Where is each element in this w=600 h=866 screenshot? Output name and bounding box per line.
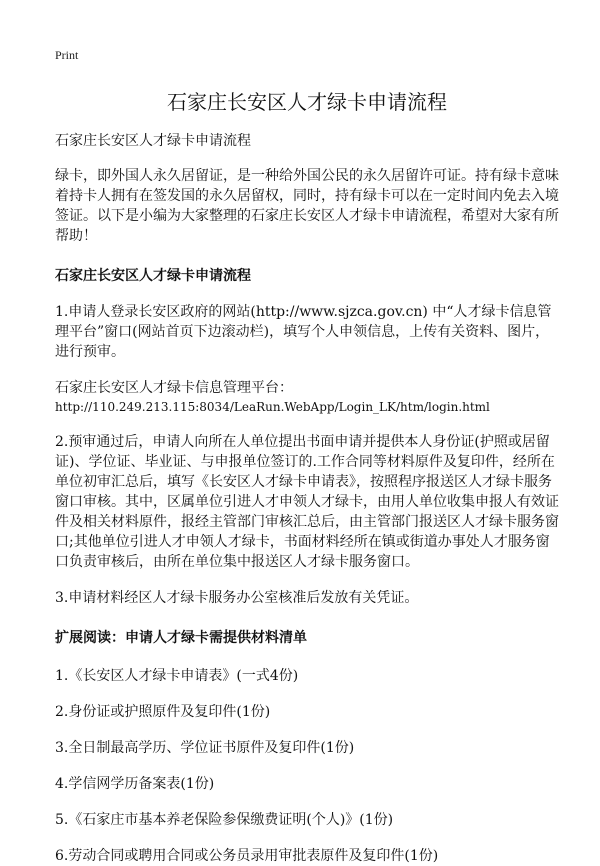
step-3-paragraph: 3.申请材料经区人才绿卡服务办公室核准后发放有关凭证。 [55,590,419,606]
section-heading-materials: 扩展阅读：申请人才绿卡需提供材料清单 [55,630,307,646]
intro-paragraph: 绿卡，即外国人永久居留证，是一种给外国公民的永久居留许可证。持有绿卡意味着持卡人拥有在签发国的永久居留权，同时，持有绿卡可以在一定时间内免去入境签证。以下是小编为大家整理的石家庄长安区人才绿卡申请流程，希望对大家有所帮助！ [55,168,559,244]
article-subtitle: 石家庄长安区人才绿卡申请流程 [55,133,251,149]
page-title: 石家庄长安区人才绿卡申请流程 [167,90,447,114]
platform-label: 石家庄长安区人才绿卡信息管理平台： [55,380,293,396]
list-item: 2.身份证或护照原件及复印件(1份) [55,704,271,720]
list-item: 4.学信网学历备案表(1份) [55,776,215,792]
platform-url-link[interactable]: http://110.249.213.115:8034/LeaRun.WebApp/Login_LK/htm/login.html [55,400,490,414]
materials-list [55,666,559,866]
platform-block [55,378,559,416]
step-1-paragraph: 1.申请人登录长安区政府的网站(http://www.sjzca.gov.cn) 中“人才绿卡信息管理平台”窗口(网站首页下边滚动栏)，填写个人申领信息，上传有关资料、图片，进行预审。 [55,304,552,360]
list-item: 6.劳动合同或聘用合同或公务员录用审批表原件及复印件(1份) [55,848,439,864]
print-link[interactable]: Print [55,48,79,62]
step-2-paragraph: 2.预审通过后，申请人向所在人单位提出书面申请并提供本人身份证(护照或居留证)、学位证、毕业证、与申报单位签订的.工作合同等材料原件及复印件，经所在单位初审汇总后，填写《长安区人才绿卡申请表》，按照程序报送区人才绿卡服务窗口审核。其中，区属单位引进人才申领人才绿卡，由用人单位收集申报人有效证件及相关材料原件，报经主管部门审核汇总后，由主管部门报送区人才绿卡服务窗口;其他单位引进人才申领人才绿卡，书面材料经所在镇或街道办事处人才服务窗口负责审核后，由所在单位集中报送区人才绿卡服务窗口。 [55,434,559,570]
list-item: 1.《长安区人才绿卡申请表》(一式4份) [55,668,299,684]
section-heading-process: 石家庄长安区人才绿卡申请流程 [55,268,251,284]
list-item: 5.《石家庄市基本养老保险参保缴费证明(个人)》(1份) [55,812,394,828]
list-item: 3.全日制最高学历、学位证书原件及复印件(1份) [55,740,355,756]
